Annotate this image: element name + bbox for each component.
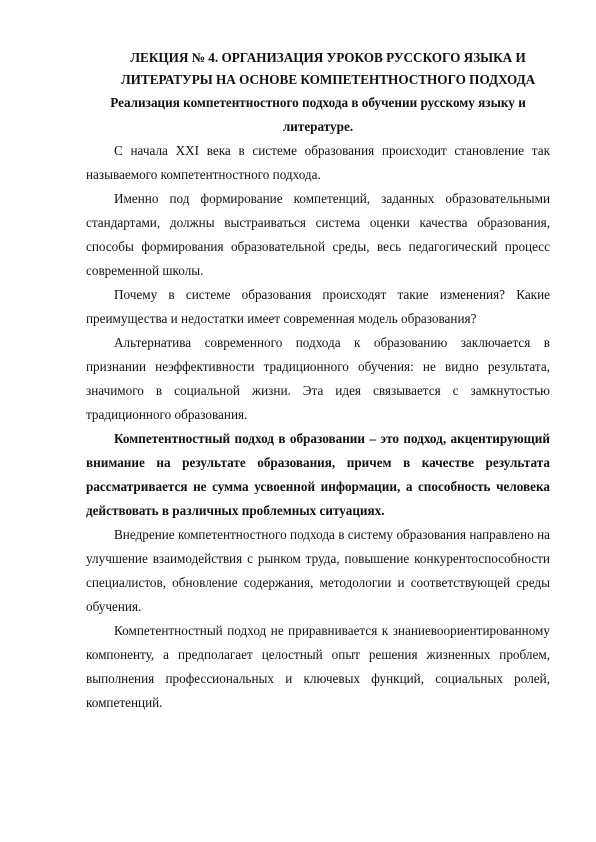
paragraph-7: Компетентностный подход не приравнивается к знаниевоориентированному компоненту, а предполагает целостный опыт решения жизненных проблем, выполнения профессиональных и ключевых функций, социальных ролей, компетенций. xyxy=(86,623,550,710)
lecture-title: ЛЕКЦИЯ № 4. ОРГАНИЗАЦИЯ УРОКОВ РУССКОГО ЯЗЫКА И ЛИТЕРАТУРЫ НА ОСНОВЕ КОМПЕТЕНТНОСТНОГО ПОДХОДА xyxy=(120,50,536,87)
section-subtitle: Реализация компетентностного подхода в обучении русскому языку и литературе. xyxy=(110,95,526,134)
paragraph-4: Альтернатива современного подхода к образованию заключается в признании неэффективности традиционного обучения: не видно результата, значимого в социальной жизни. Эта идея связывается с замкнутостью традиционного образования. xyxy=(86,335,550,422)
paragraph-2: Именно под формирование компетенций, заданных образовательными стандартами, должны выстраиваться система оценки качества образования, способы формирования образовательной среды, весь педагогический процесс современной школы. xyxy=(86,191,550,278)
paragraph-6: Внедрение компетентностного подхода в систему образования направлено на улучшение взаимодействия с рынком труда, повышение конкурентоспособности специалистов, обновление содержания, методологии и соответствующей среды обучения. xyxy=(86,527,550,614)
document-page xyxy=(86,47,550,715)
paragraph-1: С начала XXI века в системе образования происходит становление так называемого компетентностного подхода. xyxy=(86,143,550,182)
paragraph-3: Почему в системе образования происходят такие изменения? Какие преимущества и недостатки имеет современная модель образования? xyxy=(86,287,550,326)
paragraph-definition: Компетентностный подход в образовании – это подход, акцентирующий внимание на результате образования, причем в качестве результата рассматривается не сумма усвоенной информации, а способность человека действовать в различных проблемных ситуациях. xyxy=(86,431,550,518)
